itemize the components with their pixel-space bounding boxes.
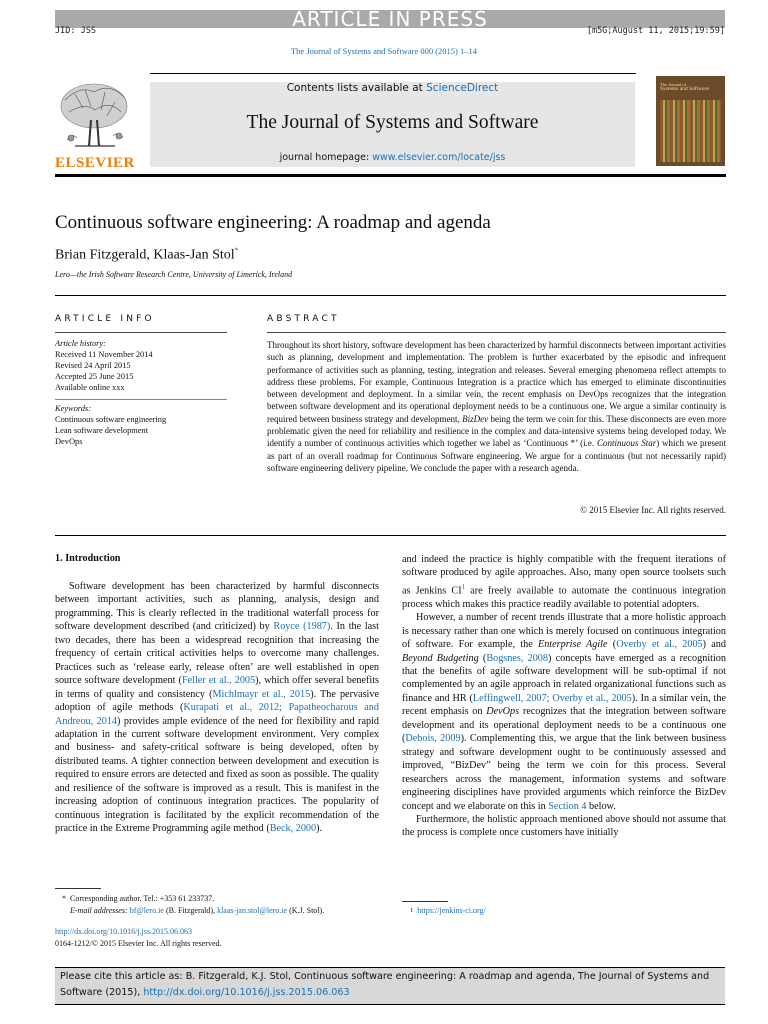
- ref-royce-link[interactable]: Royce (1987): [273, 621, 331, 633]
- ref-bogsnes-link[interactable]: Bogsnes, 2008: [486, 652, 548, 664]
- affiliation: Lero—the Irish Software Research Centre, University of Limerick, Ireland: [55, 270, 293, 279]
- abstract-text: Throughout its short history, software development has been characterized by harmful disconnects between important activities such as planning, development and implementation. The problem is further exacerbated by the episodic and infrequent performance of activities such as planning, testing, integration and releases. Several emerging phenomena reflect attempts to address these problems. For example, Continuous Integration is a practice which has emerged to eliminate discontinuities between development and deployment. In a similar vein, the recent emphasis on DevOps recognizes that the integration between software development and its operational deployment needs to be a continuous one. We argue a similar continuity is required between business strategy and development, BizDev being the term we coin for this. These disconnects are even more problematic given the need for reliability and resilience in the complex and data-intensive systems being developed today. We identify a number of continuous activities which together we label as ‘Continuous *’ (i.e. Continuous Star) which we present as part of an overall roadmap for Continuous Software engineering. We argue for a continuous (but not necessarily rapid) software engineering delivery pipeline. We conclude the paper with a research agenda.: [267, 340, 726, 473]
- abstract-divider: [55, 535, 726, 536]
- timestamp-label: [m5G;August 11, 2015;19:59]: [586, 26, 725, 36]
- author-list: Brian Fitzgerald, Klaas-Jan Stol*: [55, 246, 239, 263]
- article-title: Continuous software engineering: A roadmap and agenda: [55, 212, 491, 233]
- keywords-block: Keywords: Continuous software engineering Lean software development DevOps: [55, 404, 167, 446]
- contents-line: Contents lists available at ScienceDirect: [286, 82, 499, 94]
- intro-right-column: and indeed the practice is highly compatible with the frequent iterations of software produced by agile approaches. Also, many open source toolsets such as Jenkins $CI^1$ are freely available to automate the continuous integration process which makes this practice readily available to potential adopters. However, a number of recent trends illustrate that a more holistic approach is necessary rather than one which is merely focused on continuous integration of software. For example, the Enterprise Agile (Overby et al., 2005) and Beyond Budgeting (Bogsnes, 2008) concepts have emerged as a recognition that the benefits of agile software development will be sub-optimal if not complemented by an agile approach in related organizational functions such as finance and HR (Leffingwell, 2007; Overby et al., 2005). In a similar vein, the recent emphasis on DevOps recognizes that the integration between software development and its operational deployment needs to be a continuous one (Debois, 2009). Complementing this, we argue that the link between business strategy and software development ought to be continuously assessed and improved, “BizDev” being the term we coin for this process. Several researchers across the management, information systems and software engineering disciplines have provided arguments which reinforce the BizDev concept and we elaborate on this in Section 4 below. Furthermore, the holistic approach mentioned above should not assume that the process is complete once customers have initially: [402, 554, 726, 839]
- cover-line-1: The Journal of: [660, 82, 687, 87]
- keyword: Lean software development: [55, 426, 149, 435]
- article-in-press-banner: ARTICLE IN PRESS: [55, 10, 725, 28]
- ref-kurapati-link[interactable]: Kurapati et al., 2012; Papatheocharous and Andreou, 2014: [55, 702, 379, 727]
- keyword: DevOps: [55, 437, 83, 446]
- email-fitzgerald-link[interactable]: bf@lero.ie: [129, 906, 164, 915]
- keywords-rule: [55, 399, 227, 400]
- journal-homepage-line: journal homepage: www.elsevier.com/locate/jss: [279, 152, 506, 163]
- header-bottom-rule: [55, 174, 726, 177]
- ref-debois-link[interactable]: Debois, 2009: [405, 733, 461, 745]
- sciencedirect-link[interactable]: ScienceDirect: [426, 82, 499, 94]
- article-history: Article history: Received 11 November 2014 Revised 24 April 2015 Accepted 25 June 2015 Available online xxx: [55, 339, 153, 392]
- corresponding-author-note: * Corresponding author. Tel.: +353 61 233737. E-mail addresses: bf@lero.ie (B. Fitzgerald), klaas-jan.stol@lero.ie (K.J. Stol).: [62, 894, 325, 915]
- introduction-heading: 1. Introduction: [55, 553, 121, 564]
- elsevier-wordmark: ELSEVIER: [55, 155, 135, 171]
- copyright-notice: © 2015 Elsevier Inc. All rights reserved.: [580, 505, 726, 515]
- journal-cover-image: [656, 76, 725, 166]
- ref-leffingwell-link[interactable]: Leffingwell, 2007; Overby et al., 2005: [472, 692, 632, 704]
- ref-beck-link[interactable]: Beck, 2000: [269, 823, 317, 835]
- citation-text: Please cite this article as: B. Fitzgerald, K.J. Stol, Continuous software engineering: A roadmap and agenda, The Journal of Systems and Software (2015), http://dx.doi.org/10.1016/j.jss.2015.06.063: [60, 971, 710, 998]
- jid-label: JID: JSS: [55, 26, 96, 36]
- ref-feller-link[interactable]: Feller et al., 2005: [181, 675, 256, 687]
- ref-michlmayr-link[interactable]: Michlmayr et al., 2015: [212, 688, 311, 700]
- intro-left-column: Software development has been characterized by harmful disconnects between important activities, such as planning, analysis, design and programming. This is clearly reflected in the traditional waterfall process for software development described (and criticized) by Royce (1987). In the last two decades, there has been a widespread recognition that increasing the frequency of certain critical activities helps to overcome many challenges. Practices such as ‘release early, release often’ are well established in open source software development (Feller et al., 2005), which offer several benefits in terms of quality and consistency (Michlmayr et al., 2015). The pervasive adoption of agile methods (Kurapati et al., 2012; Papatheocharous and Andreou, 2014) provides ample evidence of the need for flexibility and rapid adaptation in the current software development environment. Very complex and business- and safety-critical software is being developed, often by distributed teams. A tighter connection between development and execution is required to ensure errors are detected and fixed as soon as possible. The quality and resilience of the software is improved as a result. This is manifest in the increasing adoption of continuous integration practices. The popularity of continuous integration is facilitated by the explicit recommendation of the practice in the Extreme Programming agile method (Beck, 2000).: [55, 581, 379, 835]
- title-divider: [55, 295, 726, 296]
- ref-overby-link[interactable]: Overby et al., 2005: [616, 639, 703, 651]
- section-4-link[interactable]: Section 4: [548, 800, 587, 812]
- doi-link[interactable]: http://dx.doi.org/10.1016/j.jss.2015.06.063: [55, 927, 192, 936]
- online-date: Available online xxx: [55, 383, 125, 392]
- article-info-heading: ARTICLE INFO: [55, 314, 155, 324]
- abstract-heading: ABSTRACT: [267, 314, 340, 324]
- received-date: Received 11 November 2014: [55, 350, 153, 359]
- revised-date: Revised 24 April 2015: [55, 361, 131, 370]
- email-stol-link[interactable]: klaas-jan.stol@lero.ie: [217, 906, 288, 915]
- article-info-rule: [55, 332, 227, 333]
- abstract-rule: [267, 332, 726, 333]
- accepted-date: Accepted 25 June 2015: [55, 372, 134, 381]
- keyword: Continuous software engineering: [55, 415, 167, 424]
- header-top-rule: [150, 73, 636, 74]
- cover-line-2: Systems and Software: [660, 86, 709, 92]
- jenkins-link[interactable]: https://jenkins-ci.org/: [417, 906, 486, 915]
- footnote-rule-left: [55, 888, 101, 889]
- journal-homepage-link[interactable]: www.elsevier.com/locate/jss: [372, 152, 506, 163]
- journal-citation-line[interactable]: The Journal of Systems and Software 000 (2015) 1–14: [290, 46, 478, 56]
- footnote-1: $^1$ https://jenkins-ci.org/: [410, 906, 486, 915]
- elsevier-tree-logo: [55, 80, 133, 156]
- corresponding-author-mark[interactable]: *: [234, 246, 239, 255]
- footnote-1-mark[interactable]: 1: [461, 582, 466, 591]
- journal-title: The Journal of Systems and Software: [246, 112, 539, 133]
- citation-doi-link[interactable]: http://dx.doi.org/10.1016/j.jss.2015.06.063: [143, 986, 350, 998]
- footnote-rule-right: [402, 901, 448, 902]
- doi-and-issn: http://dx.doi.org/10.1016/j.jss.2015.06.063 0164-1212/© 2015 Elsevier Inc. All rights reserved.: [55, 927, 222, 948]
